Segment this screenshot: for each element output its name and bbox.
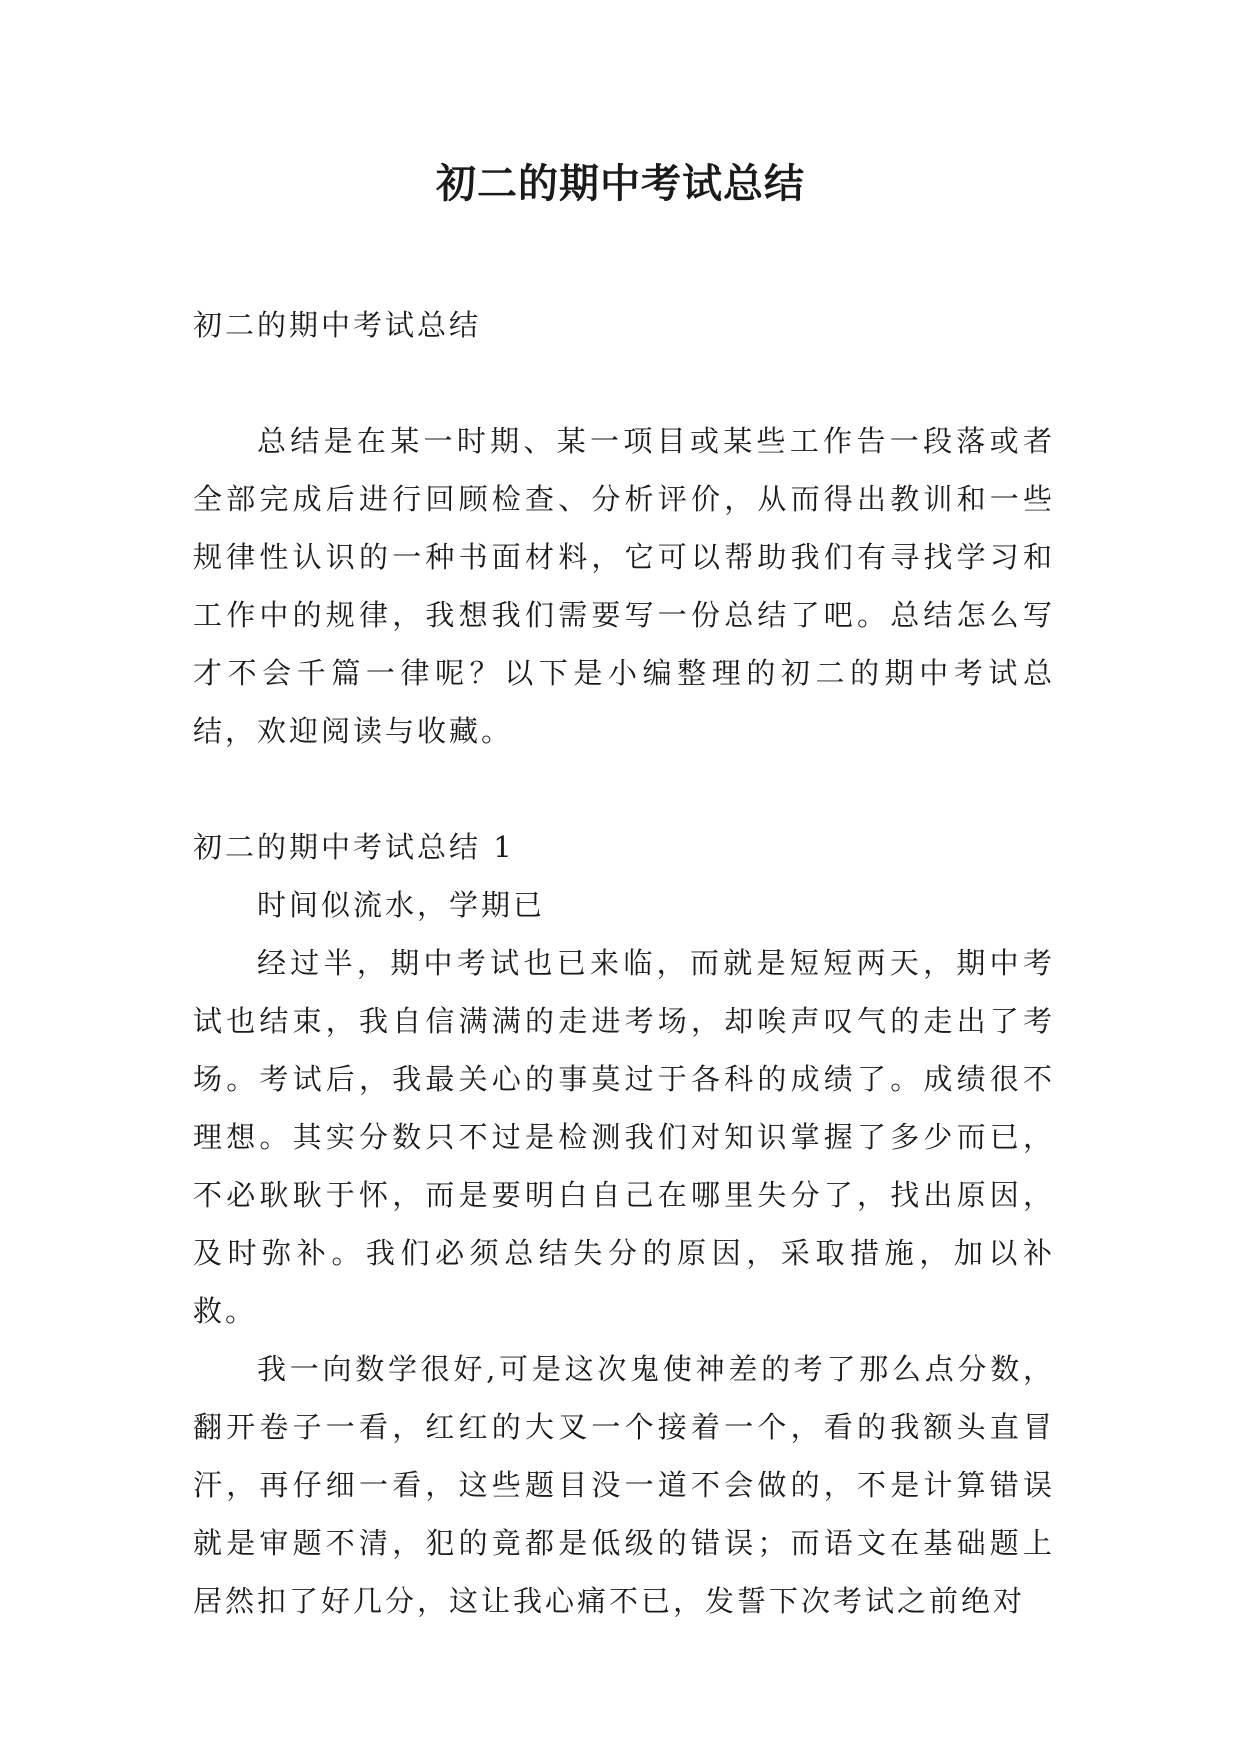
body-paragraph-2: 经过半，期中考试也已来临，而就是短短两天，期中考试也结束，我自信满满的走进考场，却唉声叹气的走出了考场。考试后，我最关心的事莫过于各科的成绩了。成绩很不理想。其实分数只不过是检测我们对知识掌握了多少而已，不必耿耿于怀，而是要明白自己在哪里失分了，找出原因，及时弥补。我们必须总结失分的原因，采取措施，加以补救。	[193, 946, 1055, 1328]
document-title: 初二的期中考试总结	[436, 161, 805, 207]
subtitle: 初二的期中考试总结	[193, 308, 482, 342]
section-heading: 初二的期中考试总结 1	[193, 830, 515, 864]
body-paragraph-3: 我一向数学很好,可是这次鬼使神差的考了那么点分数，翻开卷子一看，红红的大叉一个接着一个，看的我额头直冒汗，再仔细一看，这些题目没一道不会做的，不是计算错误就是审题不清，犯的竟都是低级的错误；而语文在基础题上居然扣了好几分，这让我心痛不已，发誓下次考试之前绝对	[193, 1352, 1055, 1618]
document-body	[193, 296, 1055, 1630]
intro-paragraph: 总结是在某一时期、某一项目或某些工作告一段落或者全部完成后进行回顾检查、分析评价，从而得出教训和一些规律性认识的一种书面材料，它可以帮助我们有寻找学习和工作中的规律，我想我们需要写一份总结了吧。总结怎么写才不会千篇一律呢？以下是小编整理的初二的期中考试总结，欢迎阅读与收藏。	[193, 424, 1055, 748]
body-paragraph-1: 时间似流水，学期已	[257, 888, 546, 922]
